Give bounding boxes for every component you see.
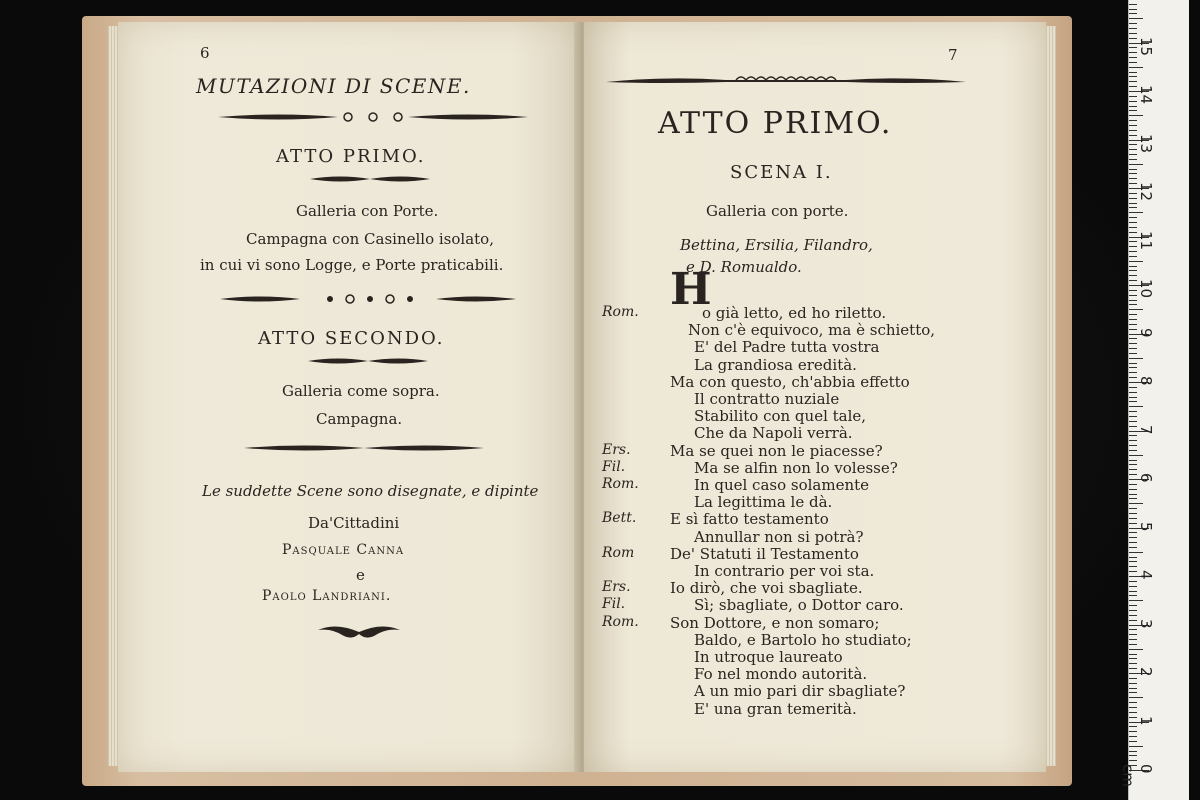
ruler-tick xyxy=(1129,605,1137,606)
ruler-tick xyxy=(1129,217,1137,218)
ruler-tick xyxy=(1129,246,1137,247)
ruler-tick xyxy=(1129,212,1143,213)
ruler-tick xyxy=(1129,702,1137,703)
ruler-tick xyxy=(1129,542,1137,543)
dialogue-line: Il contratto nuziale xyxy=(694,390,840,408)
artist-name-2: Paolo Landriani. xyxy=(262,588,392,604)
dialogue-line: Annullar non si potrà? xyxy=(694,527,864,546)
ruler-tick xyxy=(1129,406,1143,407)
ruler-tick xyxy=(1129,275,1137,276)
ruler-label: 14 xyxy=(1137,85,1155,105)
characters-line-2: e D. Romualdo. xyxy=(686,258,802,276)
ruler-tick xyxy=(1129,348,1137,349)
dialogue-line: In quel caso solamente xyxy=(694,476,870,494)
ruler-tick xyxy=(1129,571,1137,572)
ruler-tick xyxy=(1129,270,1137,271)
ruler-tick xyxy=(1129,654,1137,655)
ruler-tick xyxy=(1129,658,1137,659)
ruler-tick xyxy=(1129,319,1137,320)
speaker-label: Fil. xyxy=(602,458,626,475)
ruler-tick xyxy=(1129,81,1137,82)
ruler-tick xyxy=(1129,634,1137,635)
scene-setting: Galleria con porte. xyxy=(706,202,849,220)
speaker-label: Rom. xyxy=(602,613,639,630)
ruler-tick xyxy=(1129,324,1137,325)
ruler-tick xyxy=(1129,416,1137,417)
ruler-tick xyxy=(1129,450,1137,451)
ruler-label: 4 xyxy=(1137,570,1155,580)
ruler-tick xyxy=(1129,610,1137,611)
dialogue-line: Fo nel mondo autorità. xyxy=(694,665,868,684)
ruler-tick xyxy=(1129,421,1137,422)
dialogue-line: In contrario per voi sta. xyxy=(694,562,875,580)
ruler-tick xyxy=(1129,755,1137,756)
ruler-tick xyxy=(1129,600,1143,601)
act1-heading: ATTO PRIMO. xyxy=(276,146,426,167)
measurement-ruler xyxy=(1119,0,1189,800)
ruler-tick xyxy=(1129,547,1137,548)
dialogue-line: Stabilito con quel tale, xyxy=(694,407,867,426)
ruler-tick xyxy=(1129,52,1137,53)
ruler-tick xyxy=(1129,33,1137,34)
ruler-tick xyxy=(1129,207,1137,208)
ruler-tick xyxy=(1129,183,1137,184)
ruler-tick xyxy=(1129,736,1137,737)
act2-heading: ATTO SECONDO. xyxy=(258,328,445,349)
ruler-tick xyxy=(1129,484,1137,485)
ruler-tick xyxy=(1129,76,1137,77)
ruler-tick xyxy=(1129,280,1137,281)
ruler-tick xyxy=(1129,86,1137,87)
ruler-tick xyxy=(1129,397,1137,398)
ruler-tick xyxy=(1129,615,1137,616)
ruler-tick xyxy=(1129,644,1137,645)
ruler-tick xyxy=(1129,338,1137,339)
ruler-tick xyxy=(1129,96,1137,97)
ruler-tick xyxy=(1129,13,1137,14)
ruler-tick xyxy=(1129,751,1137,752)
ruler-tick xyxy=(1129,329,1137,330)
ruler-tick xyxy=(1129,629,1137,630)
ruler-tick xyxy=(1129,120,1137,121)
ruler-tick xyxy=(1129,251,1137,252)
drop-cap: H xyxy=(670,264,712,315)
ruler-tick xyxy=(1129,125,1137,126)
ruler-tick xyxy=(1129,561,1137,562)
dialogue-line: E' del Padre tutta vostra xyxy=(694,338,880,357)
ruler-tick xyxy=(1129,760,1137,761)
ruler-tick xyxy=(1129,130,1137,131)
ruler-label: 15 xyxy=(1137,36,1155,56)
section-title: MUTAZIONI DI SCENE. xyxy=(196,74,471,98)
ruler-tick xyxy=(1129,314,1137,315)
ruler-tick xyxy=(1129,435,1137,436)
ruler-tick xyxy=(1129,726,1137,727)
ruler-tick xyxy=(1129,411,1137,412)
ruler-tick xyxy=(1129,537,1137,538)
ruler-tick xyxy=(1129,445,1137,446)
ruler-tick xyxy=(1129,178,1137,179)
ruler-label: 2 xyxy=(1137,667,1155,677)
ruler-tick xyxy=(1129,474,1137,475)
ruler-tick xyxy=(1129,620,1137,621)
ruler-tick xyxy=(1129,353,1137,354)
ruler-tick xyxy=(1129,401,1137,402)
ruler-tick xyxy=(1129,47,1137,48)
ruler-tick xyxy=(1129,692,1137,693)
act1-line-1: Galleria con Porte. xyxy=(296,202,439,220)
act-title: ATTO PRIMO. xyxy=(658,106,893,141)
dialogue-line: o già letto, ed ho riletto. xyxy=(702,304,887,322)
ruler-tick xyxy=(1129,295,1137,296)
ornament-rule-icon xyxy=(218,110,528,124)
flourish-icon xyxy=(310,174,430,184)
speaker-label: Rom. xyxy=(602,304,639,320)
ruler-tick xyxy=(1129,193,1137,194)
ruler-label: 10 xyxy=(1137,279,1155,299)
ruler-tick xyxy=(1129,741,1137,742)
ruler-label: 6 xyxy=(1137,473,1155,483)
credit-line: Le suddette Scene sono disegnate, e dipinte xyxy=(202,482,539,500)
dialogue-line: In utroque laureato xyxy=(694,648,843,666)
ruler-tick xyxy=(1129,38,1137,39)
characters-line-1: Bettina, Ersilia, Filandro, xyxy=(680,236,873,254)
ruler-tick xyxy=(1129,464,1137,465)
ruler-tick xyxy=(1129,173,1137,174)
page-number: 7 xyxy=(948,46,958,64)
ruler-tick xyxy=(1129,503,1143,504)
ruler-tick xyxy=(1129,222,1137,223)
ruler-label: 11 xyxy=(1137,230,1155,250)
ruler-tick xyxy=(1129,72,1137,73)
ruler-tick xyxy=(1129,62,1137,63)
ruler-tick xyxy=(1129,595,1137,596)
ruler-label: 1 xyxy=(1137,715,1155,726)
ruler-tick xyxy=(1129,290,1137,291)
ruler-tick xyxy=(1129,668,1137,669)
ruler-tick xyxy=(1129,198,1137,199)
ruler-tick xyxy=(1129,513,1137,514)
ruler-tick xyxy=(1129,110,1137,111)
ruler-tick xyxy=(1129,566,1137,567)
left-page xyxy=(118,22,580,772)
ruler-tick xyxy=(1129,256,1137,257)
ruler-tick xyxy=(1129,9,1137,10)
ruler-tick xyxy=(1129,363,1137,364)
tailpiece-flourish-icon xyxy=(316,622,402,642)
dialogue-line: Io dirò, che voi sbagliate. xyxy=(670,579,863,598)
act2-line-2: Campagna. xyxy=(316,410,403,428)
dialogue-line: Ma se quei non le piacesse? xyxy=(670,441,883,460)
dialogue-line: A un mio pari dir sbagliate? xyxy=(694,682,906,701)
ruler-tick xyxy=(1129,149,1137,150)
ruler-tick xyxy=(1129,523,1137,524)
ruler-tick xyxy=(1129,232,1137,233)
ruler-tick xyxy=(1129,663,1137,664)
ruler-tick xyxy=(1129,387,1137,388)
ruler-tick xyxy=(1129,159,1137,160)
ruler-tick xyxy=(1129,57,1137,58)
artist-name-1: Pasquale Canna xyxy=(282,542,405,558)
ruler-tick xyxy=(1129,304,1137,305)
ruler-tick xyxy=(1129,489,1137,490)
ruler-tick xyxy=(1129,227,1137,228)
ruler-label: 3 xyxy=(1137,618,1155,629)
ruler-label: 5 xyxy=(1137,521,1155,532)
ruler-label: 9 xyxy=(1137,327,1155,338)
ruler-tick xyxy=(1129,586,1137,587)
ruler-tick xyxy=(1129,28,1137,29)
ruler-label: 13 xyxy=(1137,133,1155,153)
ruler-tick xyxy=(1129,591,1137,592)
ruler-tick xyxy=(1129,683,1137,684)
scene-heading: SCENA I. xyxy=(730,162,833,183)
dialogue-line: De' Statuti il Testamento xyxy=(670,544,859,563)
ruler-tick xyxy=(1129,697,1143,698)
ruler-tick xyxy=(1129,581,1137,582)
ruler-tick xyxy=(1129,712,1137,713)
speaker-label: Ers. xyxy=(602,441,631,458)
ruler-label: 8 xyxy=(1137,376,1155,386)
ruler-tick xyxy=(1129,203,1137,204)
ruler-tick xyxy=(1129,377,1137,378)
dialogue-line: Ma se alfin non lo volesse? xyxy=(694,458,898,477)
speaker-label: Rom. xyxy=(602,476,639,492)
ruler-tick xyxy=(1129,557,1137,558)
speaker-label: Rom xyxy=(602,544,635,561)
ornament-rule-icon xyxy=(220,292,516,306)
ruler-tick xyxy=(1129,498,1137,499)
ruler-tick xyxy=(1129,18,1143,19)
ruler-tick xyxy=(1129,4,1137,5)
ruler-tick xyxy=(1129,518,1137,519)
ruler-tick xyxy=(1129,154,1137,155)
ruler-tick xyxy=(1129,731,1137,732)
ruler-tick xyxy=(1129,532,1137,533)
right-page xyxy=(584,22,1046,772)
dialogue-line: Son Dottore, e non somaro; xyxy=(670,613,880,632)
header-ornament-icon xyxy=(606,70,966,90)
ruler-tick xyxy=(1129,392,1137,393)
ruler-tick xyxy=(1129,494,1137,495)
dialogue-line: Baldo, e Bartolo ho studiato; xyxy=(694,630,912,649)
ruler-tick xyxy=(1129,469,1137,470)
dialogue-line: Ma con questo, ch'abbia effetto xyxy=(670,372,910,391)
ruler-tick xyxy=(1129,169,1137,170)
ruler-label: 12 xyxy=(1137,182,1155,202)
ruler-tick xyxy=(1129,426,1137,427)
ruler-tick xyxy=(1129,23,1137,24)
dialogue-line: E sì fatto testamento xyxy=(670,510,829,529)
dialogue-line: La legittima le dà. xyxy=(694,493,833,512)
ruler-tick xyxy=(1129,707,1137,708)
ruler-tick xyxy=(1129,115,1143,116)
ruler-tick xyxy=(1129,372,1137,373)
ruler-tick xyxy=(1129,343,1137,344)
ruler-tick xyxy=(1129,717,1137,718)
ruler-tick xyxy=(1129,300,1137,301)
dialogue-line: Sì; sbagliate, o Dottor caro. xyxy=(694,596,904,615)
ruler-tick xyxy=(1129,440,1137,441)
ruler-tick xyxy=(1129,678,1137,679)
ruler-tick xyxy=(1129,508,1137,509)
page-number: 6 xyxy=(200,44,210,62)
ruler-tick xyxy=(1129,367,1137,368)
ruler-tick xyxy=(1129,144,1137,145)
ruler-tick xyxy=(1129,460,1137,461)
dialogue-line: Non c'è equivoco, ma è schietto, xyxy=(688,321,936,340)
ruler-tick xyxy=(1129,135,1137,136)
dialogue-line: Che da Napoli verrà. xyxy=(694,424,853,443)
flourish-icon xyxy=(308,356,428,366)
ruler-tick xyxy=(1129,309,1143,310)
ruler-tick xyxy=(1129,101,1137,102)
speaker-label: Ers. xyxy=(602,579,631,596)
dialogue-line: E' una gran temerità. xyxy=(694,699,857,718)
act1-line-3: in cui vi sono Logge, e Porte praticabili. xyxy=(200,256,504,274)
ruler-label: 0 cm xyxy=(1119,764,1155,787)
ruler-tick xyxy=(1129,106,1137,107)
act1-line-2: Campagna con Casinello isolato, xyxy=(246,230,494,248)
dialogue-line: La grandiosa eredità. xyxy=(694,355,857,374)
credit-by: Da'Cittadini xyxy=(308,514,400,532)
ruler-tick xyxy=(1129,266,1137,267)
credit-and: e xyxy=(356,566,365,584)
speaker-label: Bett. xyxy=(602,510,637,527)
act2-line-1: Galleria come sopra. xyxy=(282,382,440,400)
speaker-label: Fil. xyxy=(602,596,626,613)
ruler-tick xyxy=(1129,688,1137,689)
ruler-label: 7 xyxy=(1137,424,1155,435)
ornament-rule-icon xyxy=(244,442,484,454)
ruler-tick xyxy=(1129,639,1137,640)
ruler-tick xyxy=(1129,241,1137,242)
